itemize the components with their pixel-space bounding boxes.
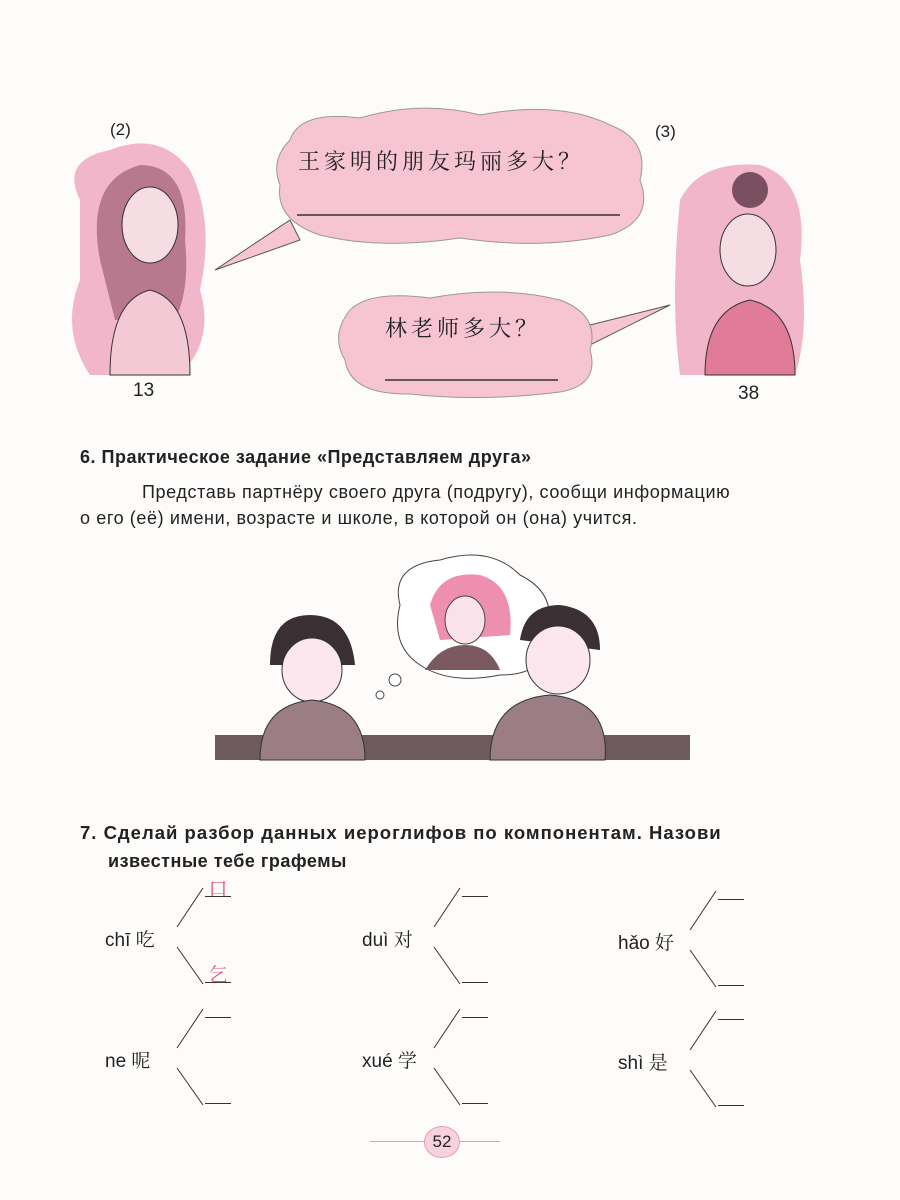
- girl-body: [260, 700, 365, 760]
- character-label: [618, 1048, 668, 1075]
- question-2: 林老师多大？: [385, 317, 542, 342]
- question-1: 王家明的朋友玛丽多大？: [298, 150, 585, 175]
- component-bottom-answer[interactable]: 乞: [205, 960, 231, 983]
- hanzi: 好: [654, 932, 674, 954]
- page-number: 52: [424, 1126, 460, 1158]
- age-left: 13: [133, 380, 155, 401]
- boy-body: [490, 695, 605, 760]
- friends-illustration: [0, 545, 900, 805]
- task6-heading: 6. Практическое задание «Представляем друга»: [80, 447, 532, 467]
- component-bottom-answer[interactable]: [462, 960, 488, 983]
- hanzi: 学: [397, 1050, 417, 1072]
- character-label: [362, 1046, 417, 1073]
- pinyin: chī: [105, 930, 131, 951]
- character-label: [362, 925, 413, 952]
- character-label: [105, 1046, 150, 1073]
- component-bottom-answer[interactable]: [205, 1081, 231, 1104]
- hanzi: 吃: [135, 929, 155, 951]
- component-bottom-answer[interactable]: [718, 963, 744, 986]
- component-top-answer[interactable]: [462, 874, 488, 897]
- task6-line1: Представь партнёру своего друга (подругу), сообщи информацию: [142, 482, 731, 502]
- component-top-answer[interactable]: [718, 997, 744, 1020]
- character-label: [618, 928, 674, 955]
- pinyin: hǎo: [618, 933, 650, 954]
- component-top-answer[interactable]: 口: [205, 874, 231, 897]
- teacher-face: [720, 214, 776, 286]
- component-top-answer[interactable]: [718, 877, 744, 900]
- component-bottom-answer[interactable]: [462, 1081, 488, 1104]
- hanzi: 呢: [131, 1050, 151, 1072]
- component-bottom-answer[interactable]: [718, 1083, 744, 1106]
- hanzi: 是: [648, 1052, 668, 1074]
- task6-line2: о его (её) имени, возрасте и школе, в которой он (она) учится.: [80, 508, 638, 528]
- cloud-bubble-2: [339, 292, 592, 398]
- dialog-label-3: (3): [655, 122, 676, 141]
- task7-heading-line1: 7. Сделай разбор данных иероглифов по компонентам. Назови: [80, 822, 722, 843]
- pinyin: duì: [362, 930, 389, 951]
- girl-face: [122, 187, 178, 263]
- pinyin: ne: [105, 1051, 127, 1072]
- teacher-hair-bun: [732, 172, 768, 208]
- component-top-answer[interactable]: [462, 995, 488, 1018]
- hanzi: 对: [393, 929, 413, 951]
- pinyin: xué: [362, 1051, 393, 1072]
- component-top-answer[interactable]: [205, 995, 231, 1018]
- age-right: 38: [738, 383, 760, 404]
- bubble-tail-1: [215, 220, 300, 270]
- character-label: [105, 925, 155, 952]
- pinyin: shì: [618, 1053, 644, 1074]
- speech-bubbles-illustration: [0, 0, 900, 420]
- dialog-label-2: (2): [110, 120, 131, 139]
- task7-heading-line2: известные тебе графемы: [108, 851, 347, 871]
